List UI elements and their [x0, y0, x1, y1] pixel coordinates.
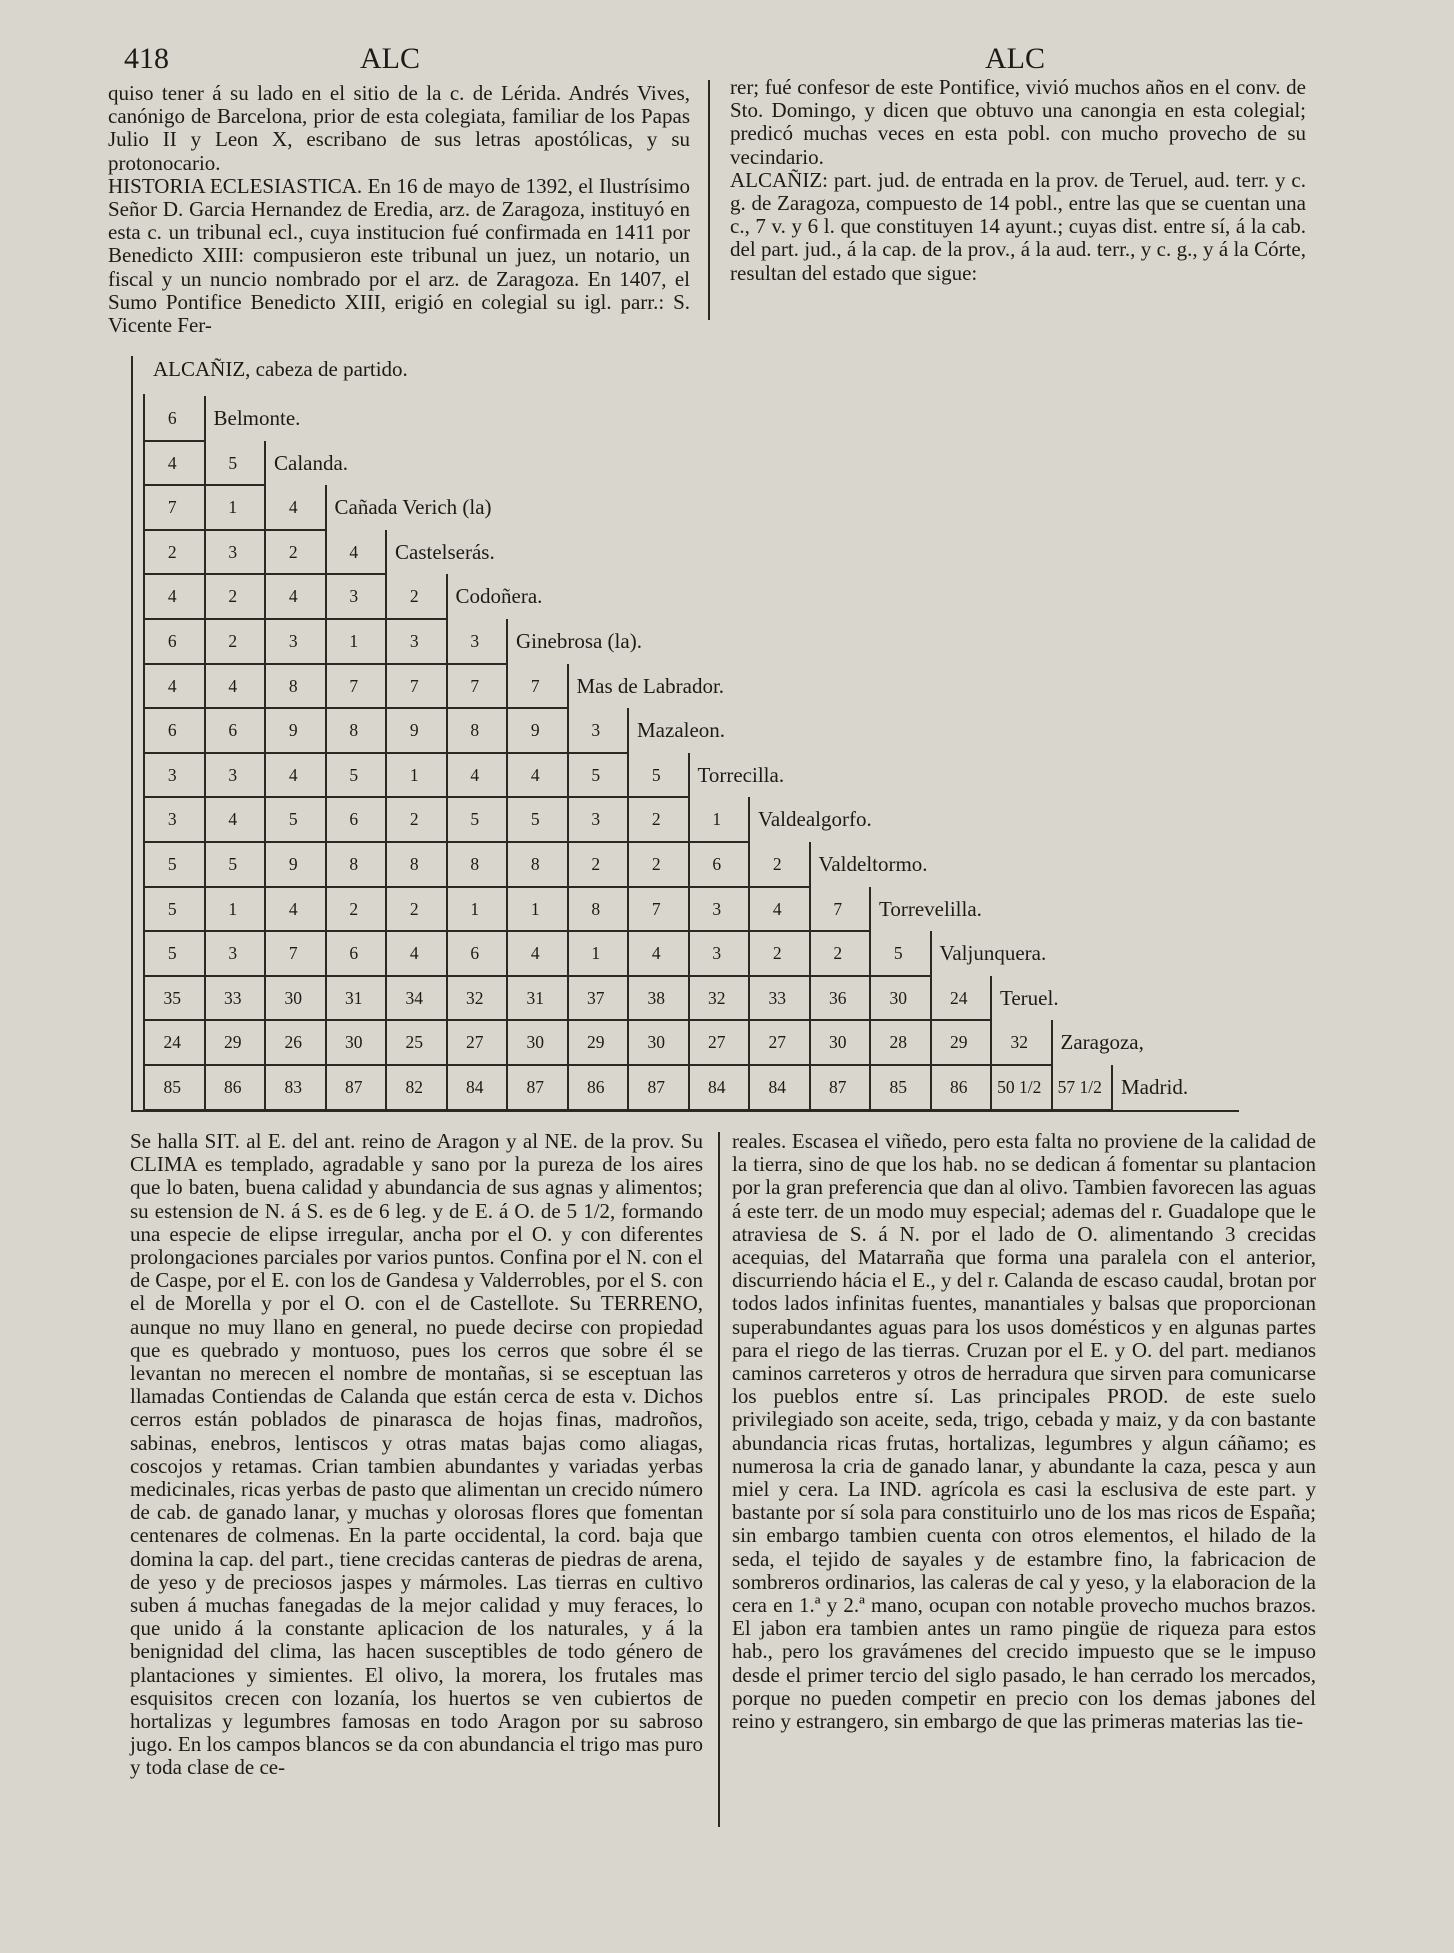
distance-cell: 87: [647, 1077, 665, 1097]
distance-cell: 2: [228, 631, 238, 651]
distance-cell: 87: [526, 1077, 544, 1097]
bottom-left-column: [130, 1130, 703, 1780]
distance-cell: 24: [950, 987, 968, 1008]
distance-cell: 1: [712, 809, 722, 830]
distance-cell: 2: [772, 854, 782, 874]
distance-cell: 9: [288, 720, 298, 741]
column-rule: [708, 80, 710, 320]
distance-cell: 84: [708, 1077, 726, 1097]
distance-cell: 5: [167, 854, 177, 874]
town-name: Torrevelilla.: [879, 896, 982, 921]
distance-cell: 4: [228, 809, 238, 830]
distance-cell: 8: [288, 675, 298, 696]
distance-cell: 4: [288, 764, 298, 785]
row-rule: [143, 752, 627, 754]
distance-cell: 9: [530, 720, 540, 741]
row-rule: [143, 707, 567, 709]
distance-cell: 30: [647, 1032, 665, 1053]
distance-cell: 6: [228, 720, 238, 741]
distance-cell: 8: [409, 854, 419, 874]
distance-cell: 8: [349, 720, 359, 741]
distance-cell: 31: [345, 987, 363, 1008]
row-rule: [143, 975, 930, 977]
distance-cell: 9: [288, 854, 298, 874]
distance-table-title: ALCAÑIZ, cabeza de partido.: [153, 357, 408, 381]
distance-cell: 6: [167, 631, 177, 651]
distance-cell: 31: [526, 987, 544, 1008]
distance-cell: 86: [950, 1077, 968, 1097]
town-name: Teruel.: [1000, 985, 1059, 1010]
distance-cell: 2: [409, 898, 419, 919]
distance-cell: 7: [409, 675, 419, 696]
distance-cell: 6: [167, 720, 177, 741]
distance-cell: 4: [530, 943, 540, 964]
town-name: Valdealgorfo.: [758, 807, 872, 832]
row-rule: [143, 618, 446, 620]
distance-cell: 32: [1010, 1032, 1028, 1053]
distance-cell: 27: [708, 1032, 726, 1053]
distance-cell: 30: [345, 1032, 363, 1053]
distance-cell: 3: [228, 541, 238, 562]
distance-cell: 2: [409, 586, 419, 607]
town-name: Mas de Labrador.: [576, 673, 725, 698]
distance-cell: 1: [228, 898, 238, 919]
distance-cell: 1: [591, 943, 601, 964]
distance-cell: 7: [470, 675, 480, 696]
row-rule: [143, 1019, 990, 1021]
row-rule: [143, 930, 869, 932]
distance-cell: 1: [228, 497, 238, 518]
distance-cell: 3: [167, 764, 177, 785]
distance-cell: 2: [167, 541, 177, 562]
distance-cell: 5: [228, 452, 238, 473]
distance-cell: 85: [163, 1077, 181, 1097]
paragraph: HISTORIA ECLESIASTICA. En 16 de mayo de 1392, el Ilustrísimo Señor D. Garcia Hernandez de Eredia, arz. de Zaragoza, instituyó en esta c. un tribunal ecl., cuya institucion fué confirmada en 1411 por Benedicto XIII: compusieron este tribunal un juez, un notario, un fiscal y un nuncio nombrado por el arz. de Zaragoza. En 1407, el Sumo Pontifice Benedicto XIII, erigió en colegial su igl. parr.: S. Vicente Fer-: [108, 173, 690, 338]
distance-cell: 5: [167, 898, 177, 919]
distance-cell: 8: [470, 720, 480, 741]
distance-cell: 4: [288, 898, 298, 919]
distance-cell: 32: [466, 987, 484, 1008]
distance-cell: 7: [349, 675, 359, 696]
distance-cell: 2: [228, 586, 238, 607]
distance-cell: 8: [530, 854, 540, 874]
distance-cell: 87: [345, 1077, 363, 1097]
column-rule: [718, 1132, 720, 1827]
distance-cell: 2: [349, 898, 359, 919]
distance-cell: 2: [409, 809, 419, 830]
paragraph: quiso tener á su lado en el sitio de la c. de Lérida. Andrés Vives, canónigo de Barcelona, prior de esta colegiata, familiar de los Papas Julio II y Leon X, escribano de sus letras apostólicas, y su protonocario.: [108, 81, 690, 175]
distance-cell: 83: [284, 1077, 302, 1097]
distance-cell: 84: [466, 1077, 484, 1097]
distance-cell: 5: [470, 809, 480, 830]
distance-cell: 4: [167, 452, 177, 473]
town-name: Codoñera.: [455, 584, 543, 609]
town-name: Castelserás.: [395, 539, 495, 564]
distance-cell: 6: [349, 943, 359, 964]
distance-cell: 3: [712, 898, 722, 919]
row-rule: [143, 573, 385, 575]
distance-cell: 3: [349, 586, 359, 607]
distance-cell: 33: [768, 987, 786, 1008]
distance-cell: 7: [288, 943, 298, 964]
right-running-head: ALC: [985, 42, 1045, 75]
distance-cell: 50 1/2: [997, 1077, 1042, 1097]
distance-cell: 57 1/2: [1057, 1077, 1102, 1097]
distance-cell: 4: [651, 943, 661, 964]
row-rule: [143, 663, 506, 665]
row-rule: [143, 886, 809, 888]
distance-cell: 1: [409, 764, 419, 785]
distance-cell: 28: [889, 1032, 907, 1053]
distance-cell: 85: [889, 1077, 907, 1097]
distance-cell: 5: [591, 764, 601, 785]
distance-cell: 2: [651, 809, 661, 830]
distance-cell: 5: [167, 943, 177, 964]
distance-cell: 8: [470, 854, 480, 874]
distance-cell: 3: [228, 764, 238, 785]
distance-cell: 4: [349, 541, 359, 562]
distance-cell: 4: [409, 943, 419, 964]
distance-cell: 37: [587, 987, 605, 1008]
town-name: Cañada Verich (la): [334, 495, 492, 520]
distance-cell: 27: [466, 1032, 484, 1053]
bottom-right-column: [732, 1130, 1316, 1733]
paragraph: rer; fué confesor de este Pontifice, vivió muchos años en el conv. de Sto. Domingo, y dicen que obtuvo una canongia en esta colegial; predicó muchas veces en esta pobl. con mucho provecho de su vecindario.: [730, 75, 1306, 169]
distance-cell: 1: [470, 898, 480, 919]
distance-cell: 29: [950, 1032, 968, 1053]
distance-cell: 6: [470, 943, 480, 964]
distance-cell: 7: [530, 675, 540, 696]
distance-cell: 5: [349, 764, 359, 785]
distance-cell: 8: [591, 898, 601, 919]
distance-cell: 4: [288, 497, 298, 518]
distance-cell: 3: [228, 943, 238, 964]
column-rule: [143, 394, 145, 1112]
distance-cell: 4: [772, 898, 782, 919]
distance-cell: 5: [651, 764, 661, 785]
distance-cell: 4: [167, 675, 177, 696]
distance-cell: 4: [228, 675, 238, 696]
distance-cell: 2: [591, 854, 601, 874]
distance-cell: 4: [167, 586, 177, 607]
distance-cell: 32: [708, 987, 726, 1008]
distance-cell: 35: [163, 987, 181, 1008]
distance-cell: 3: [288, 631, 298, 651]
distance-cell: 84: [768, 1077, 786, 1097]
paragraph: ALCAÑIZ: part. jud. de entrada en la prov. de Teruel, aud. terr. y c. g. de Zaragoza, compuesto de 14 pobl., entre las que se cuentan una c., 7 v. y 6 l. que constituyen 14 ayunt.; cuyas dist. entre sí, á la cab. del part. jud., á la cap. de la prov., á la aud. terr., y c. g., y á la Córte, resultan del estado que sigue:: [730, 167, 1306, 285]
distance-cell: 29: [587, 1032, 605, 1053]
row-rule: [143, 440, 204, 442]
distance-cell: 2: [651, 854, 661, 874]
row-rule: [143, 1064, 1051, 1066]
left-running-head: ALC: [360, 42, 420, 75]
column-rule: [1111, 1065, 1113, 1110]
distance-cell: 6: [167, 408, 177, 428]
distance-cell: 9: [409, 720, 419, 741]
distance-cell: 26: [284, 1032, 302, 1053]
distance-cell: 29: [224, 1032, 242, 1053]
town-name: Ginebrosa (la).: [516, 629, 642, 653]
row-rule: [143, 529, 325, 531]
row-rule: [143, 484, 264, 486]
distance-cell: 2: [772, 943, 782, 964]
town-name: Valjunquera.: [939, 941, 1047, 966]
distance-cell: 7: [167, 497, 177, 518]
distance-cell: 3: [591, 809, 601, 830]
distance-cell: 30: [889, 987, 907, 1008]
page-number: 418: [124, 42, 169, 75]
distance-cell: 3: [167, 809, 177, 830]
distance-cell: 7: [833, 898, 843, 919]
distance-cell: 30: [284, 987, 302, 1008]
distance-cell: 5: [228, 854, 238, 874]
distance-cell: 33: [224, 987, 242, 1008]
distance-cell: 1: [349, 631, 359, 651]
distance-cell: 27: [768, 1032, 786, 1053]
distance-cell: 25: [405, 1032, 423, 1053]
top-right-column: [730, 76, 1306, 285]
distance-cell: 3: [470, 631, 480, 651]
town-name: Zaragoza,: [1060, 1030, 1144, 1055]
row-rule: [143, 841, 748, 843]
distance-cell: 34: [405, 987, 423, 1008]
distance-cell: 3: [409, 631, 419, 651]
distance-cell: 82: [405, 1077, 423, 1097]
distance-cell: 4: [288, 586, 298, 607]
distance-cell: 4: [470, 764, 480, 785]
paragraph: reales. Escasea el viñedo, pero esta falta no proviene de la calidad de la tierra, sino de que los hab. no se dedican á fomentar su plantacion por la gran preferencia que dan al olivo. Tambien favorecen las aguas á este terr. de un modo muy especial; ademas del r. Guadalope que le atraviesa de S. á N. por el lado de O. alimentando 3 crecidas acequias, del Matarraña que forma una paralela con el anterior, discurriendo hácia el E., y del r. Calanda de escaso caudal, brotan por todos lados infinitas fuentes, manantiales y balsas que proporcionan superabundantes aguas para los usos domésticos y en algunas partes para el riego de las tierras. Cruzan por el E. y O. del part. medianos caminos carreteros y otros de herradura que sirven para comunicarse los pueblos entre sí. Las principales PROD. de este suelo privilegiado son aceite, seda, trigo, cebada y maiz, y da con bastante abundancia ricas frutas, hortalizas, legumbres y algun cáñamo; es numerosa la cria de ganado lanar, y abundante la caza, pesca y aun miel y cera. La IND. agrícola es casi la esclusiva de este part. y bastante por sí sola para constituirlo uno de los mas ricos de España; sin embargo tambien cuenta con otros elementos, el hilado de la seda, el tejido de sayales y de estambre fino, la fabricacion de sombreros ordinarios, las caleras de cal y yeso, y la elaboracion de la cera en 1.ª y 2.ª mano, ocupan con notable provecho muchos brazos. El jabon era tambien antes un ramo pingüe de riqueza para estos hab., pero los gravámenes del crecido impuesto que se le impuso desde el primer tercio del siglo pasado, le han cerrado los mercados, porque no pueden competir en precio con los demas jabones del reino y estrangero, sin embargo de que las primeras materias las tie-: [732, 1129, 1316, 1734]
table-bottom-rule: [131, 1110, 1239, 1112]
distance-cell: 5: [288, 809, 298, 830]
distance-cell: 4: [530, 764, 540, 785]
top-left-column: [108, 82, 690, 337]
distance-cell: 24: [163, 1032, 181, 1053]
distance-cell: 36: [829, 987, 847, 1008]
distance-cell: 6: [712, 854, 722, 874]
distance-cell: 3: [712, 943, 722, 964]
town-name: Mazaleon.: [637, 718, 726, 743]
town-name: Torrecilla.: [697, 762, 785, 787]
distance-cell: 1: [530, 898, 540, 919]
paragraph: Se halla SIT. al E. del ant. reino de Aragon y al NE. de la prov. Su CLIMA es templado, agradable y sano por la pureza de los aires que lo baten, buena calidad y abundancia de sus agnas y alimentos; su estension de N. á S. es de 6 leg. y de E. á O. de 5 1/2, formando una especie de elipse irregular, ancha por el O. y con diferentes prolongaciones parciales por varios puntos. Confina por el N. con el de Caspe, por el E. con los de Gandesa y Valderrobles, por el S. con el de Morella y por el O. con el de Castellote. Su TERRENO, aunque no muy llano en general, no puede decirse con propiedad que es quebrado y montuoso, pues los cerros que sobre él se levantan no merecen el nombre de montañas, si se esceptuan las llamadas Contiendas de Calanda que están cerca de esta v. Dichos cerros están poblados de pinarasca de hojas finas, madroños, sabinas, enebros, lentiscos y otras matas bajas como aliagas, coscojos y retamas. Crian tambien abundantes y variadas yerbas medicinales, ricas yerbas de pasto que alimentan un crecido número de cab. de ganado lanar, y muchas y olorosas flores que fomentan centenares de colmenas. En la parte occidental, la cord. baja que domina la cap. del part., tiene crecidas canteras de piedras de arena, de yeso y de preciosos jaspes y mármoles. Las tierras en cultivo suben á muchas fanegadas de la mejor calidad y muy feraces, lo que unido á la constante aplicacion de los naturales, y á la benignidad del clima, las hacen susceptibles de todo género de plantaciones y simientes. El olivo, la morera, los frutales mas esquisitos crecen con lozanía, los huertos se ven cubiertos de hortalizas y legumbres famosas en todo Aragon por su sabroso jugo. En los campos blancos se da con abundancia el trigo mas puro y toda clase de ce-: [130, 1129, 703, 1780]
distance-cell: 2: [288, 541, 298, 562]
table-border: [131, 356, 133, 1112]
distance-cell: 5: [893, 943, 903, 964]
distance-cell: 87: [829, 1077, 847, 1097]
distance-cell: 3: [591, 720, 601, 741]
distance-cell: 2: [833, 943, 843, 964]
town-name: Madrid.: [1121, 1075, 1189, 1099]
distance-cell: 38: [647, 987, 665, 1008]
town-name: Valdeltormo.: [818, 852, 928, 876]
distance-cell: 6: [349, 809, 359, 830]
distance-cell: 8: [349, 854, 359, 874]
row-rule: [143, 796, 688, 798]
distance-cell: 30: [829, 1032, 847, 1053]
distance-cell: 86: [587, 1077, 605, 1097]
town-name: Calanda.: [274, 450, 349, 475]
distance-cell: 7: [651, 898, 661, 919]
distance-cell: 86: [224, 1077, 242, 1097]
distance-cell: 5: [530, 809, 540, 830]
town-name: Belmonte.: [213, 406, 301, 430]
distance-cell: 30: [526, 1032, 544, 1053]
